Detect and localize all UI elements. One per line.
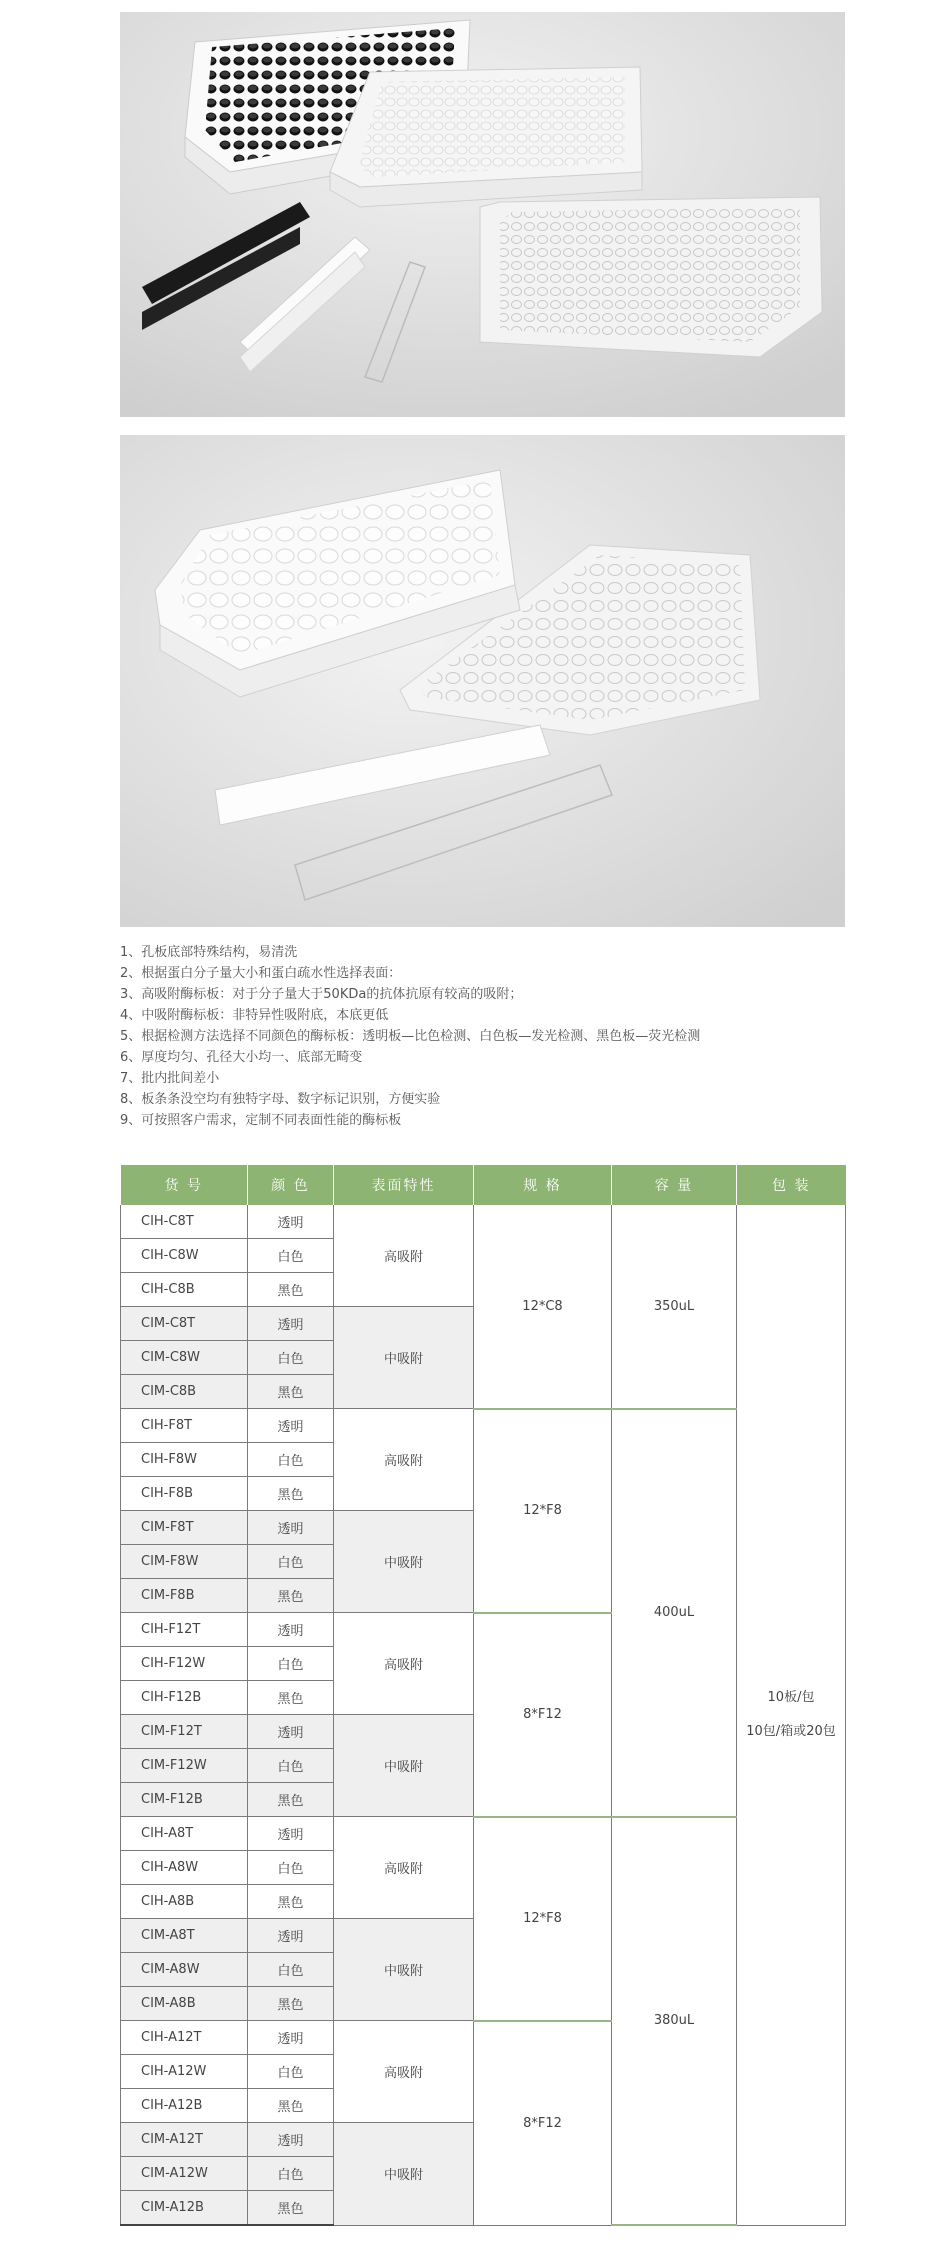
cell-color: 透明 <box>248 1919 334 1953</box>
cell-color: 透明 <box>248 1511 334 1545</box>
cell-color: 白色 <box>248 1953 334 1987</box>
cell-color: 黑色 <box>248 1477 334 1511</box>
packaging-line-1: 10板/包 <box>767 1689 815 1705</box>
cell-code: CIH-F8W <box>121 1443 248 1477</box>
cell-color: 黑色 <box>248 2089 334 2123</box>
feature-item: 8、板条条没空均有独特字母、数字标记识别，方便实验 <box>120 1092 441 1107</box>
cell-code: CIM-A12W <box>121 2157 248 2191</box>
cell-code: CIM-F8W <box>121 1545 248 1579</box>
feature-item: 3、高吸附酶标板：对于分子量大于50KDa的抗体抗原有较高的吸附； <box>120 987 523 1002</box>
cell-surface: 高吸附 <box>334 1817 474 1919</box>
cell-color: 白色 <box>248 1341 334 1375</box>
cell-spec: 8*F12 <box>474 1613 612 1817</box>
feature-list <box>120 942 845 1131</box>
header-spec: 规 格 <box>474 1165 612 1205</box>
white-plate <box>330 67 642 207</box>
cell-code: CIM-F8T <box>121 1511 248 1545</box>
cell-capacity: 350uL <box>612 1205 737 1409</box>
cell-code: CIM-F12W <box>121 1749 248 1783</box>
plates-illustration-top <box>120 12 845 417</box>
cell-surface: 中吸附 <box>334 2123 474 2226</box>
cell-color: 黑色 <box>248 1375 334 1409</box>
cell-color: 透明 <box>248 1715 334 1749</box>
cell-color: 白色 <box>248 1443 334 1477</box>
header-surface: 表面特性 <box>334 1165 474 1205</box>
cell-color: 黑色 <box>248 1579 334 1613</box>
cell-code: CIM-C8W <box>121 1341 248 1375</box>
cell-code: CIH-C8T <box>121 1205 248 1239</box>
feature-item: 1、孔板底部特殊结构，易清洗 <box>120 945 298 960</box>
cell-color: 透明 <box>248 1205 334 1239</box>
cell-capacity: 380uL <box>612 1817 737 2226</box>
cell-code: CIM-A12T <box>121 2123 248 2157</box>
cell-code: CIH-C8W <box>121 1239 248 1273</box>
cell-code: CIH-A12B <box>121 2089 248 2123</box>
header-code: 货 号 <box>121 1165 248 1205</box>
cell-code: CIH-F12T <box>121 1613 248 1647</box>
feature-item: 7、批内批间差小 <box>120 1071 220 1086</box>
product-photo-plates-white-clear <box>120 435 845 927</box>
feature-item: 2、根据蛋白分子量大小和蛋白疏水性选择表面： <box>120 966 402 981</box>
cell-spec: 12*F8 <box>474 1409 612 1613</box>
cell-color: 黑色 <box>248 2191 334 2226</box>
cell-surface: 高吸附 <box>334 2021 474 2123</box>
cell-color: 黑色 <box>248 1987 334 2021</box>
cell-color: 白色 <box>248 2055 334 2089</box>
cell-packaging <box>737 1205 846 2225</box>
cell-code: CIH-F12B <box>121 1681 248 1715</box>
cell-color: 白色 <box>248 1851 334 1885</box>
cell-color: 透明 <box>248 1817 334 1851</box>
cell-color: 白色 <box>248 1239 334 1273</box>
header-packaging: 包 装 <box>737 1165 846 1205</box>
cell-surface: 高吸附 <box>334 1409 474 1511</box>
feature-item: 5、根据检测方法选择不同颜色的酶标板：透明板—比色检测、白色板—发光检测、黑色板—荧光检测 <box>120 1029 701 1044</box>
cell-surface: 高吸附 <box>334 1205 474 1307</box>
table-row <box>121 1205 846 1239</box>
cell-color: 白色 <box>248 1749 334 1783</box>
cell-code: CIM-A8T <box>121 1919 248 1953</box>
cell-capacity: 400uL <box>612 1409 737 1817</box>
cell-color: 透明 <box>248 1409 334 1443</box>
cell-code: CIM-A8B <box>121 1987 248 2021</box>
cell-code: CIH-A12W <box>121 2055 248 2089</box>
cell-spec: 12*F8 <box>474 1817 612 2021</box>
cell-surface: 中吸附 <box>334 1307 474 1409</box>
cell-color: 透明 <box>248 2021 334 2055</box>
cell-code: CIH-C8B <box>121 1273 248 1307</box>
header-capacity: 容 量 <box>612 1165 737 1205</box>
cell-color: 黑色 <box>248 1681 334 1715</box>
feature-item: 6、厚度均匀、孔径大小均一、底部无畸变 <box>120 1050 363 1065</box>
cell-color: 白色 <box>248 1647 334 1681</box>
table-header-row <box>121 1165 846 1205</box>
cell-code: CIM-A12B <box>121 2191 248 2226</box>
plates-illustration-bottom <box>120 435 845 927</box>
cell-color: 白色 <box>248 2157 334 2191</box>
cell-code: CIM-F12T <box>121 1715 248 1749</box>
cell-surface: 中吸附 <box>334 1919 474 2021</box>
cell-code: CIH-A8B <box>121 1885 248 1919</box>
feature-item: 9、可按照客户需求，定制不同表面性能的酶标板 <box>120 1113 402 1128</box>
product-photo-plates-three-colors <box>120 12 845 417</box>
cell-spec: 12*C8 <box>474 1205 612 1409</box>
cell-code: CIM-C8T <box>121 1307 248 1341</box>
cell-code: CIH-A8W <box>121 1851 248 1885</box>
cell-code: CIM-C8B <box>121 1375 248 1409</box>
cell-code: CIM-F12B <box>121 1783 248 1817</box>
cell-color: 透明 <box>248 2123 334 2157</box>
cell-surface: 高吸附 <box>334 1613 474 1715</box>
clear-plate <box>480 197 822 357</box>
cell-color: 黑色 <box>248 1273 334 1307</box>
cell-code: CIM-F8B <box>121 1579 248 1613</box>
product-spec-table <box>120 1165 846 2226</box>
cell-color: 透明 <box>248 1613 334 1647</box>
cell-code: CIM-A8W <box>121 1953 248 1987</box>
cell-code: CIH-A8T <box>121 1817 248 1851</box>
packaging-line-2: 10包/箱或20包 <box>746 1723 836 1739</box>
cell-color: 黑色 <box>248 1783 334 1817</box>
cell-spec: 8*F12 <box>474 2021 612 2226</box>
header-color: 颜 色 <box>248 1165 334 1205</box>
feature-item: 4、中吸附酶标板：非特异性吸附底，本底更低 <box>120 1008 389 1023</box>
cell-code: CIH-F8T <box>121 1409 248 1443</box>
cell-surface: 中吸附 <box>334 1511 474 1613</box>
cell-code: CIH-A12T <box>121 2021 248 2055</box>
cell-color: 白色 <box>248 1545 334 1579</box>
cell-surface: 中吸附 <box>334 1715 474 1817</box>
cell-color: 透明 <box>248 1307 334 1341</box>
cell-color: 黑色 <box>248 1885 334 1919</box>
cell-code: CIH-F12W <box>121 1647 248 1681</box>
cell-code: CIH-F8B <box>121 1477 248 1511</box>
